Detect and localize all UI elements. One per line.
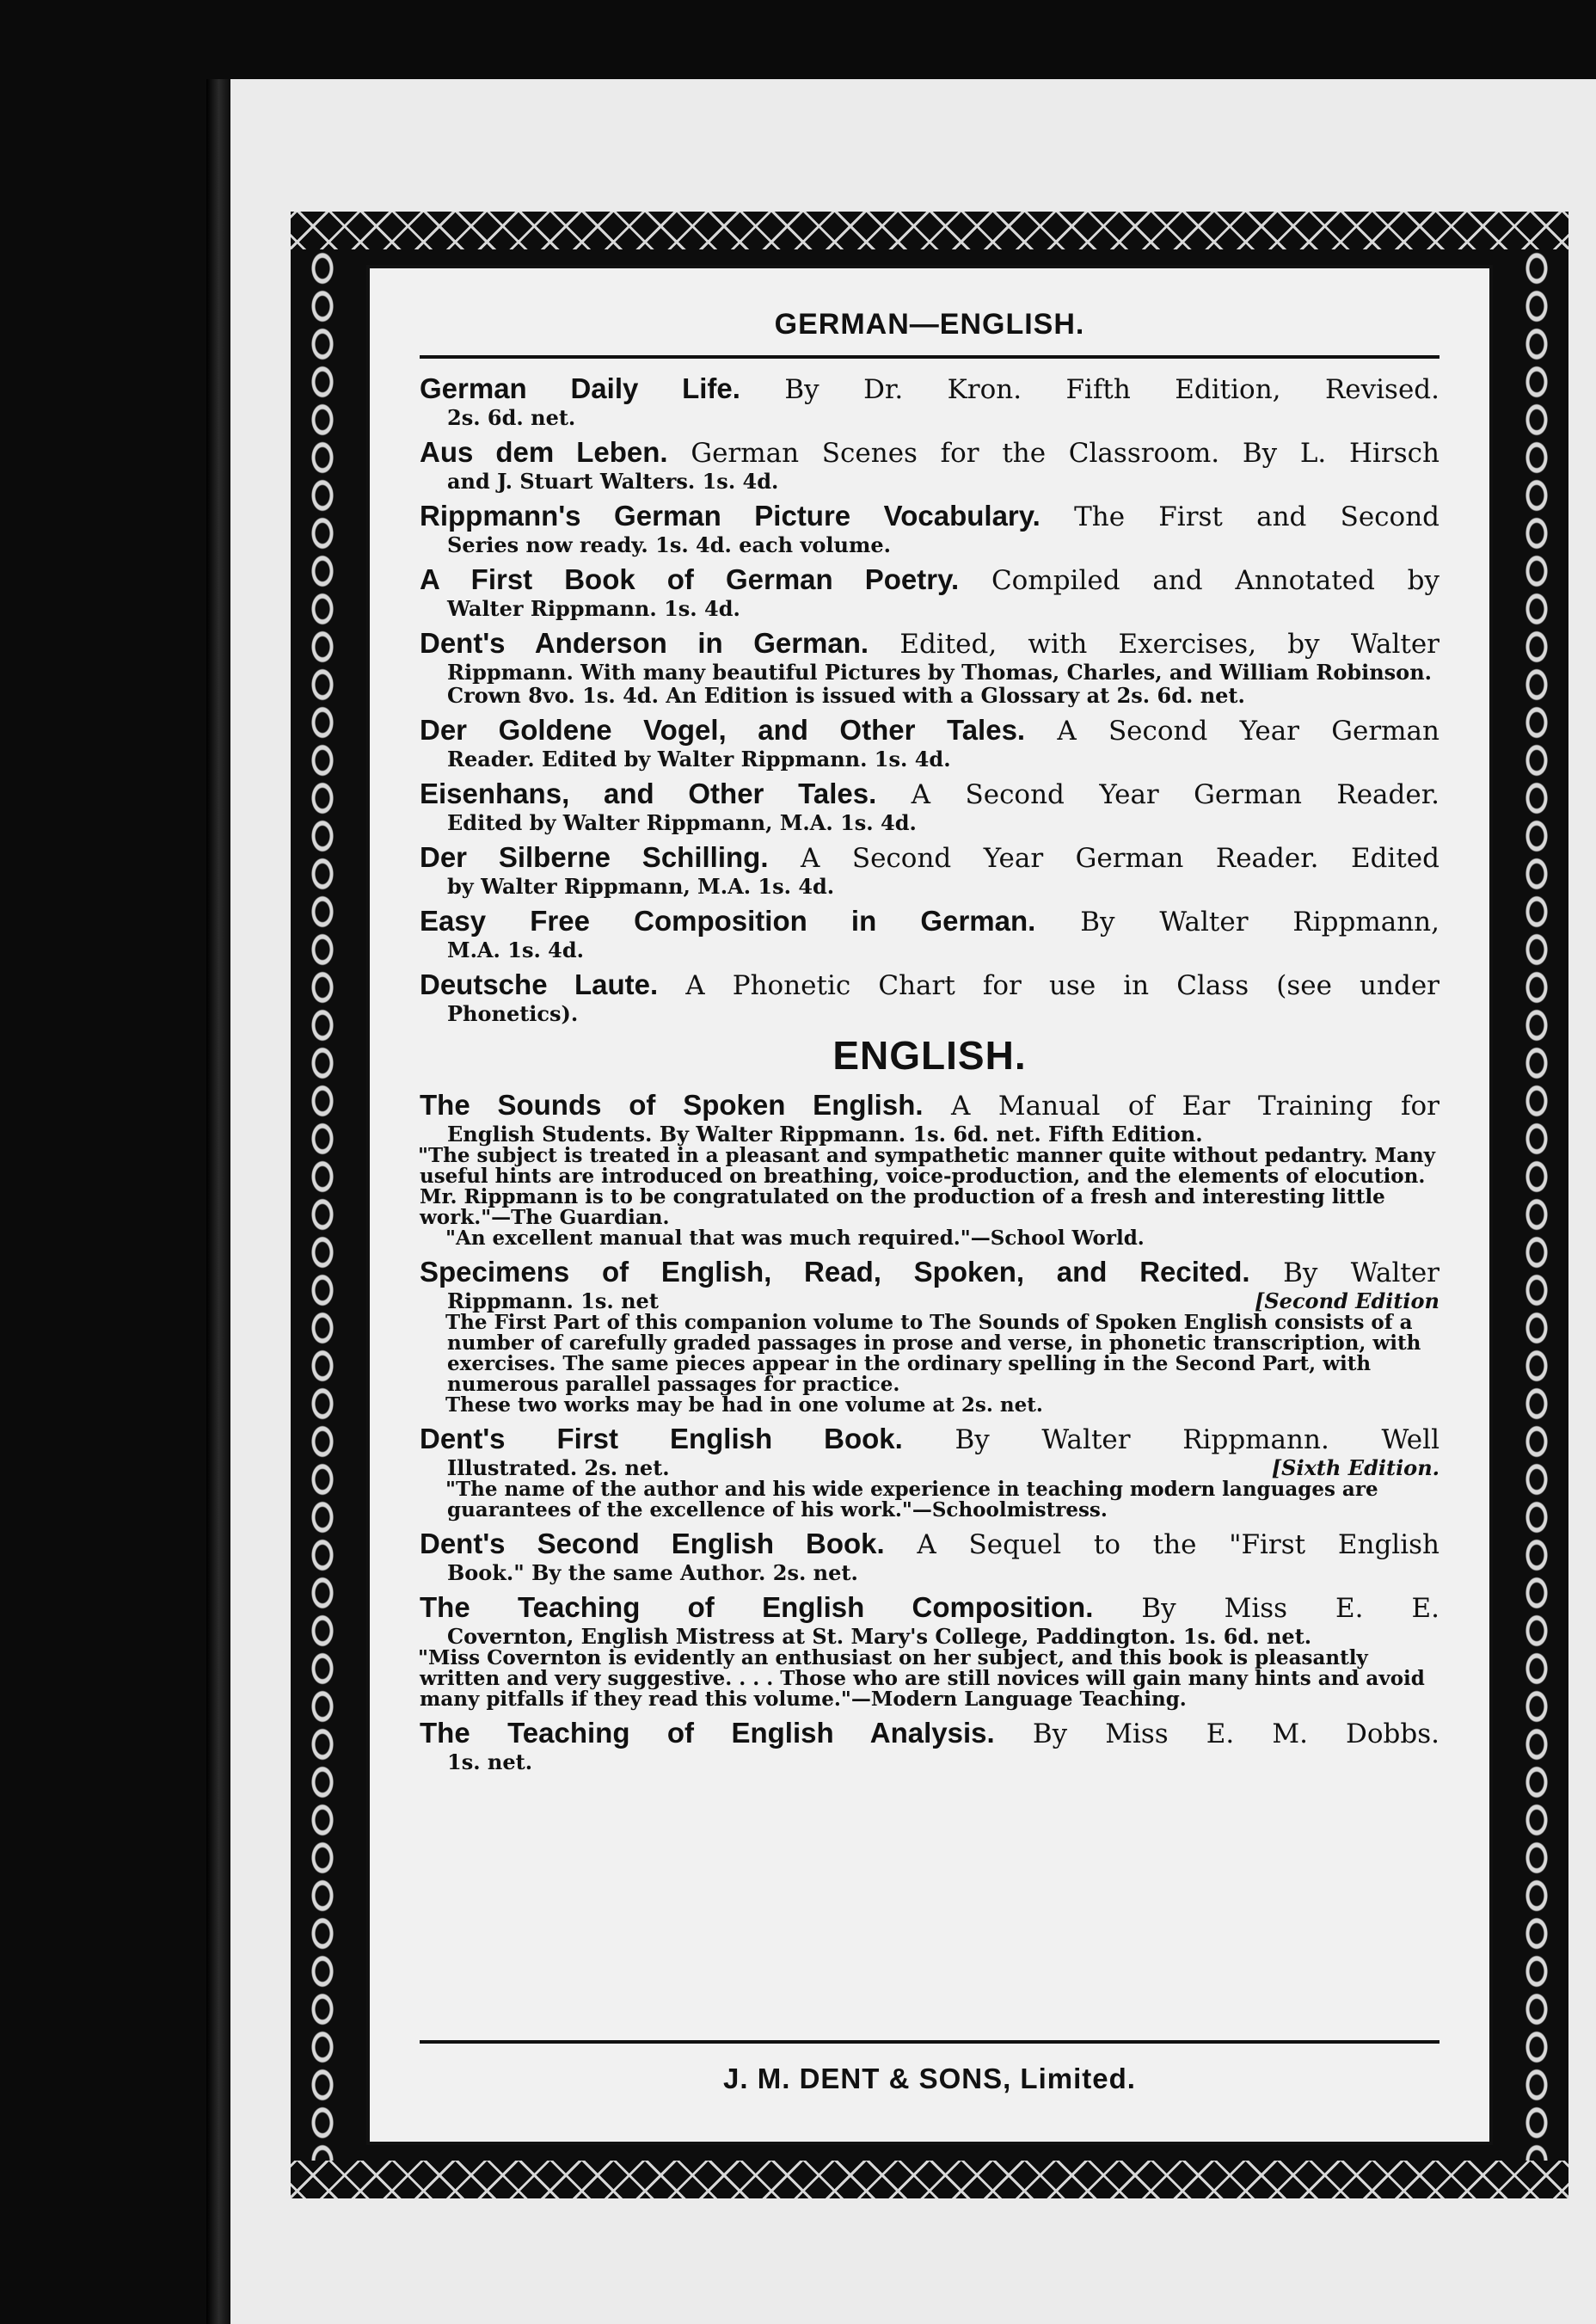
entry-title: Der Goldene Vogel, and Other Tales. (420, 714, 1026, 746)
entry-title: The Teaching of English Composition. (420, 1591, 1094, 1623)
advertisement-panel (366, 265, 1493, 2145)
german-entry (420, 778, 1439, 834)
entry-continuation: by Walter Rippmann, M.A. 1s. 4d. (447, 874, 835, 899)
english-entry (420, 1089, 1439, 1249)
border-bottom (291, 2161, 1568, 2198)
entry-rest: By Dr. Kron. Fifth Edition, Revised. (784, 374, 1439, 405)
decorative-border (291, 212, 1568, 2198)
entry-rest: By Miss E. E. (1141, 1593, 1439, 1624)
entry-line (420, 968, 1439, 1002)
entry-rest: By Walter Rippmann. Well (955, 1424, 1439, 1455)
entry-title: Dent's First English Book. (420, 1423, 903, 1454)
german-entry (420, 563, 1439, 620)
entry-rest: The First and Second (1074, 501, 1439, 532)
entry-line (420, 372, 1439, 406)
heading-rule (420, 355, 1439, 359)
english-entry (420, 1591, 1439, 1710)
entry-title: A First Book of German Poetry. (420, 563, 960, 595)
entry-rest: Compiled and Annotated by (991, 565, 1439, 596)
entry-title: Specimens of English, Read, Spoken, and Recited. (420, 1256, 1250, 1288)
german-entry (420, 500, 1439, 556)
entry-title: The Sounds of Spoken English. (420, 1089, 924, 1121)
entry-title: Rippmann's German Picture Vocabulary. (420, 500, 1040, 532)
entry-continuation: and J. Stuart Walters. 1s. 4d. (447, 469, 779, 494)
entry-quote: "The subject is treated in a pleasant and sympathetic manner quite without pedantry. Many useful hints are introduced on breathing, voice-production, and the elements of elocution. Mr. Rippmann is to be congratulated on the production of a fresh and interesting little work."—The Guardian. (418, 1144, 1435, 1229)
entry-continuation: Book." By the same Author. 2s. net. (447, 1560, 858, 1585)
entry-title: The Teaching of English Analysis. (420, 1717, 995, 1749)
entry-title: Der Silberne Schilling. (420, 841, 769, 873)
entry-continuation: Reader. Edited by Walter Rippmann. 1s. 4d. (447, 747, 951, 772)
footer (420, 2040, 1439, 2142)
entry-rest: Edited, with Exercises, by Walter (899, 629, 1439, 660)
entry-price: Illustrated. 2s. net. (447, 1455, 670, 1480)
entry-rest: By Walter (1283, 1257, 1439, 1288)
entry-line (420, 905, 1439, 938)
german-entry (420, 968, 1439, 1025)
german-entry (420, 436, 1439, 493)
entry-line (420, 500, 1439, 533)
german-list (420, 372, 1439, 1025)
entry-line (420, 563, 1439, 597)
entry-continuation (420, 1456, 1439, 1479)
entry-line (420, 627, 1439, 661)
entry-quote: These two works may be had in one volume at 2s. net. (445, 1393, 1043, 1417)
entry-rest: A Second Year German Reader. (911, 779, 1439, 810)
entry-quote: The First Part of this companion volume to The Sounds of Spoken English consists of a number of carefully graded passages in prose and verse, in phonetic transcription, with exercises. The same pieces appear in the ordinary spelling in the Second Part, with numerous parallel passages for practice. (445, 1311, 1421, 1396)
entry-title: German Daily Life. (420, 372, 740, 404)
entry-rest: German Scenes for the Classroom. By L. Hirsch (691, 438, 1439, 469)
border-right (1512, 249, 1562, 2161)
entry-continuation: 2s. 6d. net. (447, 405, 576, 430)
entry-quote: "An excellent manual that was much required."—School World. (445, 1227, 1145, 1250)
border-left (298, 249, 347, 2161)
entry-continuation: Edited by Walter Rippmann, M.A. 1s. 4d. (447, 810, 917, 835)
english-heading: ENGLISH. (832, 1033, 1027, 1078)
entry-title: Eisenhans, and Other Tales. (420, 778, 877, 809)
entry-line (420, 436, 1439, 470)
entry-line (420, 714, 1439, 747)
entry-line (420, 1591, 1439, 1625)
english-entry (420, 1423, 1439, 1521)
german-entry (420, 714, 1439, 771)
entry-title: Dent's Second English Book. (420, 1528, 885, 1559)
entry-line (420, 841, 1439, 875)
entry-quote: "The name of the author and his wide experience in teaching modern languages are guarantees of the excellence of his work."—Schoolmistress. (445, 1478, 1378, 1522)
entry-continuation: Series now ready. 1s. 4d. each volume. (447, 532, 892, 557)
entry-line (420, 1423, 1439, 1456)
entry-line (420, 1256, 1439, 1289)
entry-line (420, 1089, 1439, 1122)
entry-continuation: 1s. net. (447, 1749, 533, 1774)
entry-quote: "Miss Covernton is evidently an enthusiast on her subject, and this book is pleasantly written and very suggestive. . . . Those who are still novices will gain many hints and avoid many pitfalls if they read this volume."—Modern Language Teaching. (418, 1646, 1425, 1711)
entry-rest: A Sequel to the "First English (917, 1529, 1439, 1560)
entry-line (420, 778, 1439, 811)
border-top (291, 212, 1568, 249)
entry-edition: [Sixth Edition. (1271, 1455, 1439, 1480)
entry-continuation: M.A. 1s. 4d. (447, 938, 585, 962)
entry-continuation: Rippmann. With many beautiful Pictures by Thomas, Charles, and William Robinson. Crown 8vo. 1s. 4d. An Edition is issued with a Glossary at 2s. 6d. net. (447, 660, 1432, 708)
entry-continuation: English Students. By Walter Rippmann. 1s. 6d. net. Fifth Edition. (447, 1122, 1203, 1147)
entry-continuation: Covernton, English Mistress at St. Mary's College, Paddington. 1s. 6d. net. (447, 1624, 1312, 1649)
entry-rest: By Miss E. M. Dobbs. (1032, 1718, 1439, 1749)
entry-rest: A Second Year German Reader. Edited (800, 843, 1439, 874)
english-entry (420, 1256, 1439, 1416)
entry-line (420, 1528, 1439, 1561)
german-entry (420, 627, 1439, 707)
entry-line (420, 1717, 1439, 1750)
entry-continuation (420, 1289, 1439, 1313)
german-heading: GERMAN—ENGLISH. (774, 308, 1085, 341)
german-entry (420, 372, 1439, 429)
publisher-name: J. M. DENT & SONS, Limited. (723, 2063, 1136, 2094)
entry-title: Dent's Anderson in German. (420, 627, 869, 659)
entry-rest: A Second Year German (1057, 716, 1439, 747)
entry-continuation: Walter Rippmann. 1s. 4d. (447, 596, 740, 621)
english-entry (420, 1717, 1439, 1774)
german-entry (420, 905, 1439, 962)
entry-rest: A Phonetic Chart for use in Class (see under (685, 970, 1439, 1001)
entry-price: Rippmann. 1s. net (447, 1288, 659, 1313)
entry-edition: [Second Edition (1254, 1288, 1439, 1313)
entry-title: Deutsche Laute. (420, 968, 659, 1000)
entry-continuation: Phonetics). (447, 1001, 579, 1026)
english-entry (420, 1528, 1439, 1584)
german-entry (420, 841, 1439, 898)
entry-title: Aus dem Leben. (420, 436, 668, 468)
entry-rest: A Manual of Ear Training for (951, 1091, 1439, 1122)
entry-title: Easy Free Composition in German. (420, 905, 1036, 937)
entry-rest: By Walter Rippmann, (1080, 907, 1439, 938)
